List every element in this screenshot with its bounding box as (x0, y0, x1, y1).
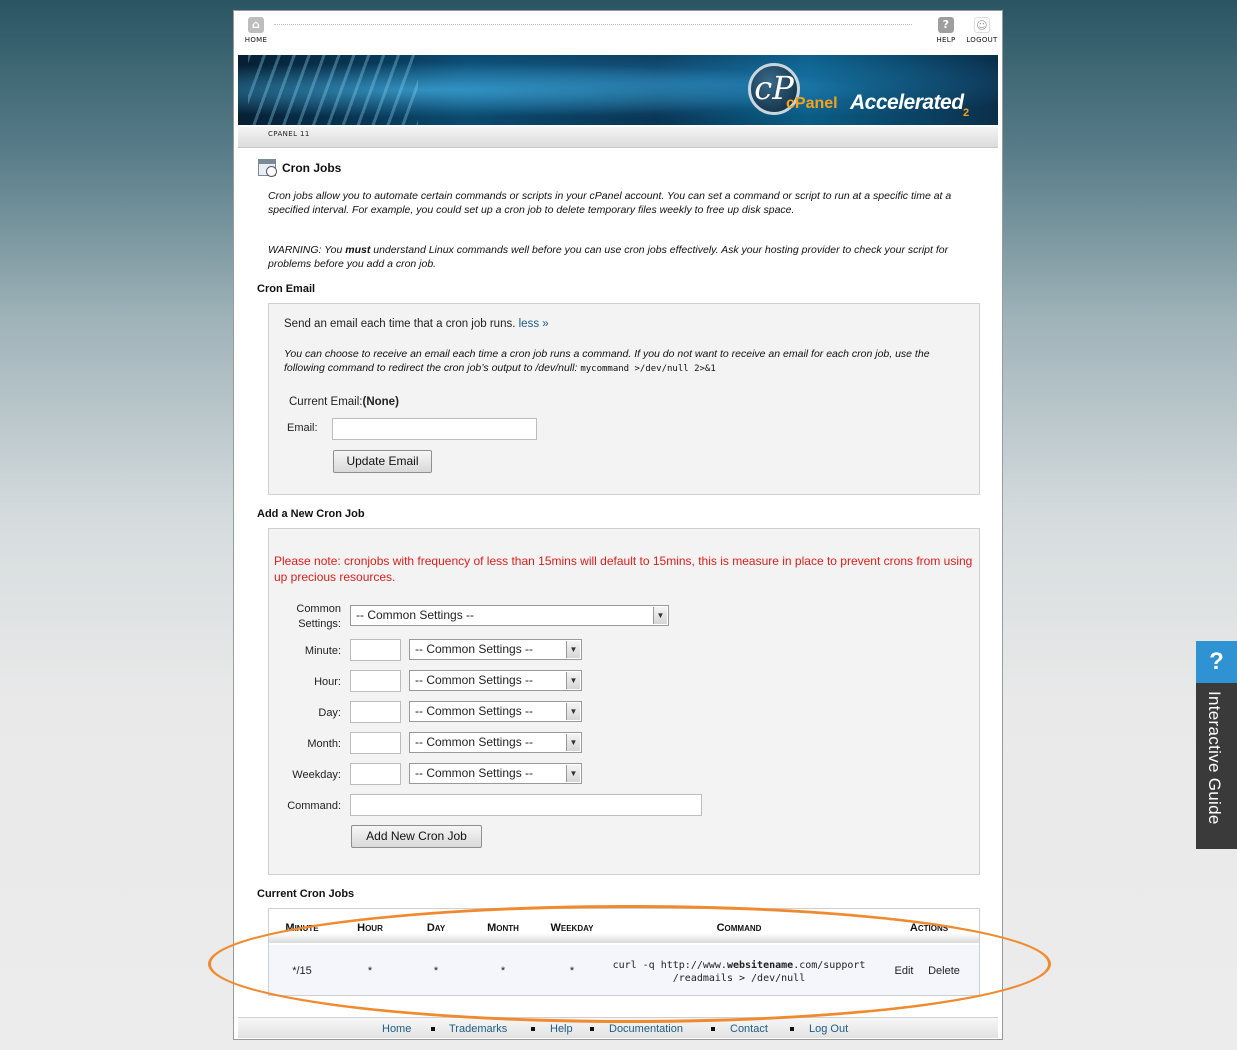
frequency-notice: Please note: cronjobs with frequency of less than 15mins will default to 15mins, this is measure in place to prevent crons from using up precious resources. (274, 554, 973, 584)
add-cron-job-button[interactable]: Add New Cron Job (351, 825, 482, 848)
minute-select[interactable] (409, 639, 582, 660)
logo-product: Accelerated (850, 91, 964, 114)
row-hour: * (367, 965, 373, 977)
row-month: * (500, 965, 506, 977)
row-weekday: * (569, 965, 575, 977)
command-input[interactable] (350, 794, 702, 816)
day-input[interactable] (350, 701, 401, 723)
row-day: * (433, 965, 439, 977)
version-bar (238, 127, 998, 148)
update-email-button[interactable]: Update Email (333, 450, 432, 473)
weekday-label: Weekday: (292, 769, 341, 781)
add-cron-panel (268, 528, 980, 875)
minute-label: Minute: (304, 645, 341, 657)
version-label: CPANEL 11 (268, 130, 310, 138)
send-email-label: Send an email each time that a cron job runs. (284, 318, 516, 330)
question-icon: ? (1196, 641, 1237, 683)
month-select[interactable] (409, 732, 582, 753)
row-command (599, 959, 879, 985)
row-command-line2: /readmails > /dev/null (672, 973, 806, 984)
logo-brand: cPanel (786, 95, 838, 112)
month-select-value: -- Common Settings -- (415, 735, 534, 749)
warning-pre: WARNING: You (268, 244, 346, 256)
home-button[interactable] (236, 17, 276, 44)
logo-product-suffix: 2 (963, 107, 970, 119)
delete-link[interactable]: Delete (928, 965, 960, 977)
weekday-input[interactable] (350, 763, 401, 785)
top-bar-divider (274, 24, 912, 25)
footer-separator (711, 1027, 715, 1031)
month-input[interactable] (350, 732, 401, 754)
less-link[interactable]: less » (518, 318, 549, 330)
redirect-command: mycommand >/dev/null 2>&1 (580, 364, 716, 374)
dropdown-arrow-icon: ▼ (566, 641, 580, 658)
cpanel-logo: cP (748, 63, 800, 115)
email-description-text: You can choose to receive an email each time a cron job runs a command. If you do not want to receive an email for each cron job, use the following command to redirect the cron job’s output to /dev/null: (284, 348, 930, 374)
cpanel-window (233, 10, 1003, 1040)
interactive-guide-label: Interactive Guide (1205, 691, 1224, 825)
common-settings-label (279, 602, 341, 632)
minute-select-value: -- Common Settings -- (415, 642, 534, 656)
command-label: Command: (287, 800, 341, 812)
common-settings-select[interactable] (350, 605, 669, 626)
help-label: HELP (936, 36, 956, 44)
logout-label: LOGOUT (966, 36, 998, 44)
footer-link-contact[interactable]: Contact (730, 1023, 768, 1035)
dropdown-arrow-icon: ▼ (566, 703, 580, 720)
col-actions: Actions (909, 922, 949, 934)
hour-input[interactable] (350, 670, 401, 692)
col-hour: Hour (357, 922, 383, 934)
weekday-select[interactable] (409, 763, 582, 784)
banner-graphic (248, 55, 418, 125)
dropdown-arrow-icon: ▼ (566, 765, 580, 782)
warning-emphasis: must (345, 244, 371, 256)
dropdown-arrow-icon: ▼ (653, 607, 667, 624)
footer-nav (238, 1017, 998, 1038)
footer-separator (531, 1027, 535, 1031)
month-label: Month: (307, 738, 341, 750)
interactive-guide-tab[interactable] (1196, 641, 1237, 849)
common-settings-label-1: Common (296, 603, 341, 615)
day-select[interactable] (409, 701, 582, 722)
current-email (289, 396, 399, 408)
home-icon: ⌂ (248, 17, 264, 33)
dropdown-arrow-icon: ▼ (566, 734, 580, 751)
home-label: HOME (244, 36, 268, 44)
dropdown-arrow-icon: ▼ (566, 672, 580, 689)
warning-post: understand Linux commands well before you can use cron jobs effectively. Ask your hosting provider to check your script for problems before you add a cron job. (268, 244, 949, 270)
row-command-pre: curl -q http://www. (612, 960, 727, 971)
weekday-select-value: -- Common Settings -- (415, 766, 534, 780)
edit-link[interactable]: Edit (894, 965, 914, 977)
col-month: Month (487, 922, 519, 934)
intro-text: Cron jobs allow you to automate certain commands or scripts in your cPanel account. You can set a command or script to run at a specific time at a specified interval. For example, you could set up a cron job to delete temporary files weekly to free up disk space. (268, 190, 952, 216)
minute-input[interactable] (350, 639, 401, 661)
page-title: Cron Jobs (282, 161, 342, 175)
row-minute: */15 (292, 965, 312, 977)
col-day: Day (426, 922, 446, 934)
common-settings-label-2: Settings: (298, 618, 341, 630)
current-email-value: (None) (362, 396, 399, 408)
current-email-label: Current Email: (289, 396, 363, 408)
current-jobs-heading: Current Cron Jobs (257, 888, 355, 900)
user-icon: ☺ (974, 17, 990, 33)
help-icon: ? (938, 17, 954, 33)
email-label: Email: (287, 422, 318, 434)
top-bar (234, 11, 1002, 53)
day-select-value: -- Common Settings -- (415, 704, 534, 718)
row-command-post: .com/support (793, 960, 866, 971)
footer-separator (431, 1027, 435, 1031)
add-cron-heading: Add a New Cron Job (257, 508, 365, 520)
cron-email-panel (268, 303, 980, 495)
footer-separator (790, 1027, 794, 1031)
cron-jobs-table (268, 908, 980, 996)
calendar-clock-icon (258, 159, 276, 176)
footer-link-documentation[interactable]: Documentation (609, 1023, 683, 1035)
help-button[interactable] (926, 17, 966, 44)
footer-link-logout[interactable]: Log Out (809, 1023, 849, 1035)
header-banner (238, 55, 998, 125)
footer-link-home[interactable]: Home (382, 1023, 412, 1035)
col-minute: Minute (285, 922, 319, 934)
table-row (269, 945, 979, 995)
row-command-domain: websitename (726, 960, 794, 971)
hour-select[interactable] (409, 670, 582, 691)
footer-separator (590, 1027, 594, 1031)
logout-button[interactable] (962, 17, 1002, 44)
cron-email-heading: Cron Email (257, 283, 316, 295)
hour-label: Hour: (314, 676, 341, 688)
col-weekday: Weekday (550, 922, 594, 934)
email-input[interactable] (332, 418, 537, 440)
col-command: Command (716, 922, 762, 934)
footer-link-help[interactable]: Help (550, 1023, 573, 1035)
table-header (269, 909, 979, 943)
warning-text (268, 243, 980, 271)
day-label: Day: (318, 707, 341, 719)
send-email-text (284, 318, 549, 330)
hour-select-value: -- Common Settings -- (415, 673, 534, 687)
common-settings-value: -- Common Settings -- (356, 608, 475, 622)
footer-link-trademarks[interactable]: Trademarks (449, 1023, 508, 1035)
email-description (284, 347, 964, 376)
